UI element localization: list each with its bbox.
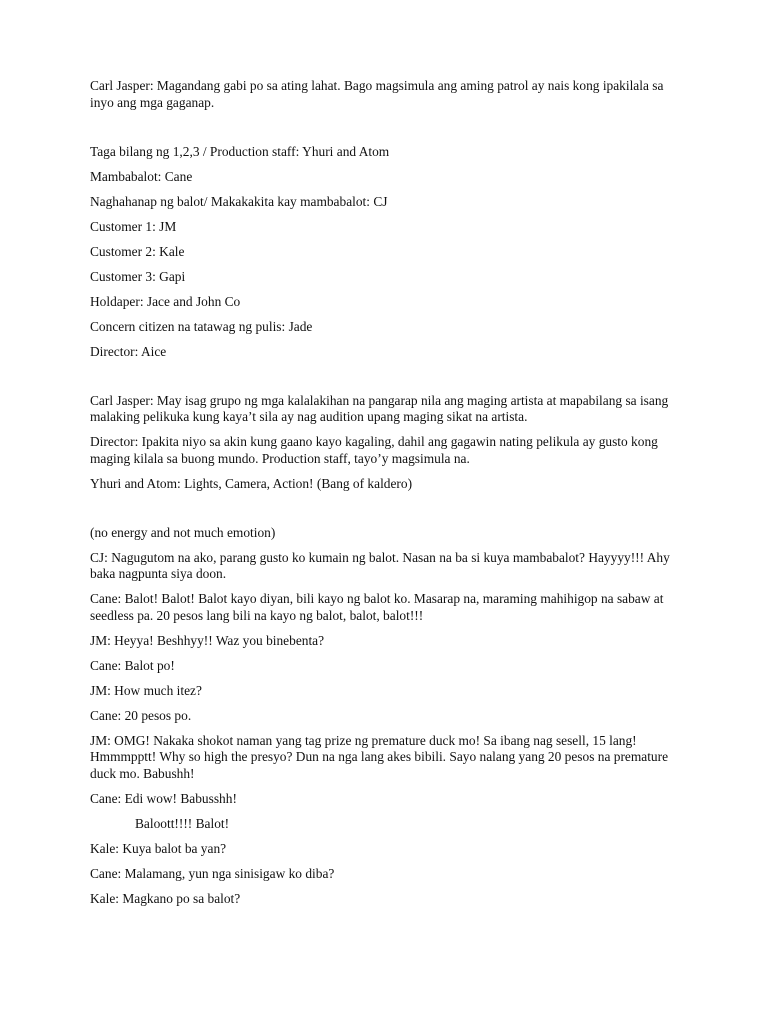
dialogue-line: Carl Jasper: May isag grupo ng mga kalalakihan na pangarap nila ang maging artista at mapabilang sa isang malaking pelikuka kung kaya’t sila ay nag audition upang maging sikat na artista.: [90, 392, 669, 424]
stage-direction: (no energy and not much emotion): [90, 524, 276, 540]
dialogue-line: Yhuri and Atom: Lights, Camera, Action! (Bang of kaldero): [90, 475, 413, 491]
section-gap: [90, 501, 680, 525]
cast-item: Customer 1: JM: [90, 218, 177, 234]
cast-item: Holdaper: Jace and John Co: [90, 293, 241, 309]
dialogue-line: Kale: Kuya balot ba yan?: [90, 840, 227, 856]
section-gap: [90, 120, 680, 144]
dialogue-line: Cane: Edi wow! Babusshh!: [90, 790, 237, 806]
dialogue-line: Cane: Balot po!: [90, 657, 175, 673]
cast-item: Concern citizen na tatawag ng pulis: Jade: [90, 318, 313, 334]
dialogue-line: JM: How much itez?: [90, 682, 202, 698]
cast-item: Mambabalot: Cane: [90, 168, 193, 184]
dialogue-line: JM: Heyya! Beshhyy!! Waz you binebenta?: [90, 632, 325, 648]
cast-item: Customer 3: Gapi: [90, 268, 186, 284]
dialogue-line: Cane: Malamang, yun nga sinisigaw ko diba?: [90, 865, 335, 881]
cast-item: Naghahanap ng balot/ Makakakita kay mambabalot: CJ: [90, 193, 388, 209]
dialogue-line: Cane: Balot! Balot! Balot kayo diyan, bili kayo ng balot ko. Masarap na, maraming mahihigop na sabaw at seedless pa. 20 pesos lang bili na kayo ng balot, balot, balot!!!: [90, 591, 664, 623]
cast-list: [90, 144, 680, 361]
section-gap: [90, 369, 680, 393]
intro-paragraph: Carl Jasper: Magandang gabi po sa ating lahat. Bago magsimula ang aming patrol ay nais kong ipakilala sa inyo ang mga gaganap.: [90, 78, 664, 110]
dialogue-line: Director: Ipakita niyo sa akin kung gaano kayo kagaling, dahil ang gagawin nating pelikula ay gusto kong maging kilala sa buong mundo. Production staff, tayo’y magsimula na.: [90, 434, 658, 466]
scene-two: [90, 525, 680, 908]
dialogue-line: Kale: Magkano po sa balot?: [90, 890, 241, 906]
cast-item: Customer 2: Kale: [90, 243, 185, 259]
dialogue-line: JM: OMG! Nakaka shokot naman yang tag prize ng premature duck mo! Sa ibang nag sesell, 15 lang! Hmmmpptt! Why so high the presyo? Dun na nga lang akes bibili. Sayo nalang yang 20 pesos na premature duck mo. Babushh!: [90, 732, 669, 781]
dialogue-line: Cane: 20 pesos po.: [90, 707, 192, 723]
cast-item: Taga bilang ng 1,2,3 / Production staff: Yhuri and Atom: [90, 143, 390, 159]
scene-one: [90, 393, 680, 493]
document-page: [90, 78, 680, 916]
indented-dialogue-line: Baloott!!!! Balot!: [135, 815, 230, 831]
dialogue-line: CJ: Nagugutom na ako, parang gusto ko kumain ng balot. Nasan na ba si kuya mambabalot? Hayyyy!!! Ahy baka nagpunta siya doon.: [90, 549, 670, 581]
cast-item: Director: Aice: [90, 343, 167, 359]
